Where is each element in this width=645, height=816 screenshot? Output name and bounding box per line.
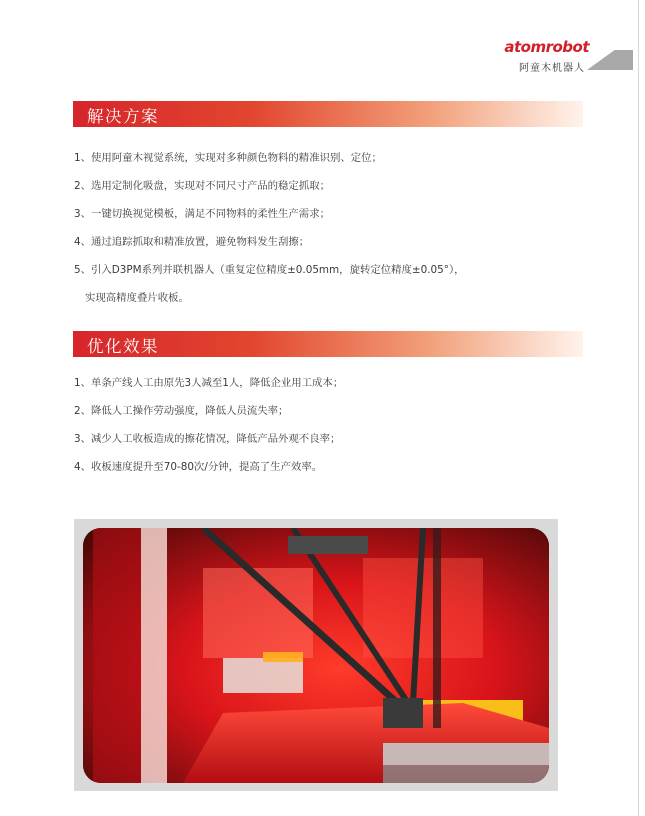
section-title-solution: 解决方案	[87, 107, 159, 126]
optimization-list	[74, 376, 343, 488]
section-title-optimization: 优化效果	[87, 337, 159, 356]
solution-list	[74, 151, 465, 319]
optimization-item-1: 1、单条产线人工由原先3人减至1人，降低企业用工成本；	[74, 377, 344, 389]
solution-item-1: 1、使用阿童木视觉系统，实现对多种颜色物料的精准识别、定位；	[74, 152, 382, 164]
optimization-item-3: 3、减少人工收板造成的擦花情况，降低产品外观不良率；	[74, 433, 341, 445]
solution-item-5-continued: 实现高精度叠片收板。	[85, 292, 189, 304]
solution-item-2: 2、选用定制化吸盘，实现对不同尺寸产品的稳定抓取；	[74, 180, 330, 192]
brand-subtitle: 阿童木机器人	[519, 63, 585, 74]
brand-wedge	[587, 50, 633, 70]
photo-frame	[74, 519, 558, 791]
solution-item-5: 5、引入D3PM系列并联机器人（重复定位精度±0.05mm，旋转定位精度±0.05°），	[74, 264, 465, 276]
brand-block	[503, 38, 633, 74]
page-edge-rule	[638, 0, 639, 816]
robot-cell-illustration	[83, 528, 549, 783]
section-header-optimization	[73, 331, 583, 357]
optimization-item-2: 2、降低人工操作劳动强度，降低人员流失率；	[74, 405, 289, 417]
solution-item-4: 4、通过追踪抓取和精准放置，避免物料发生刮擦；	[74, 236, 310, 248]
brand-logo: atomrobot	[504, 38, 589, 56]
optimization-item-4: 4、收板速度提升至70-80次/分钟，提高了生产效率。	[74, 461, 323, 473]
section-header-solution	[73, 101, 583, 127]
robot-cell-photo	[83, 528, 549, 783]
solution-item-3: 3、一键切换视觉模板，满足不同物料的柔性生产需求；	[74, 208, 330, 220]
